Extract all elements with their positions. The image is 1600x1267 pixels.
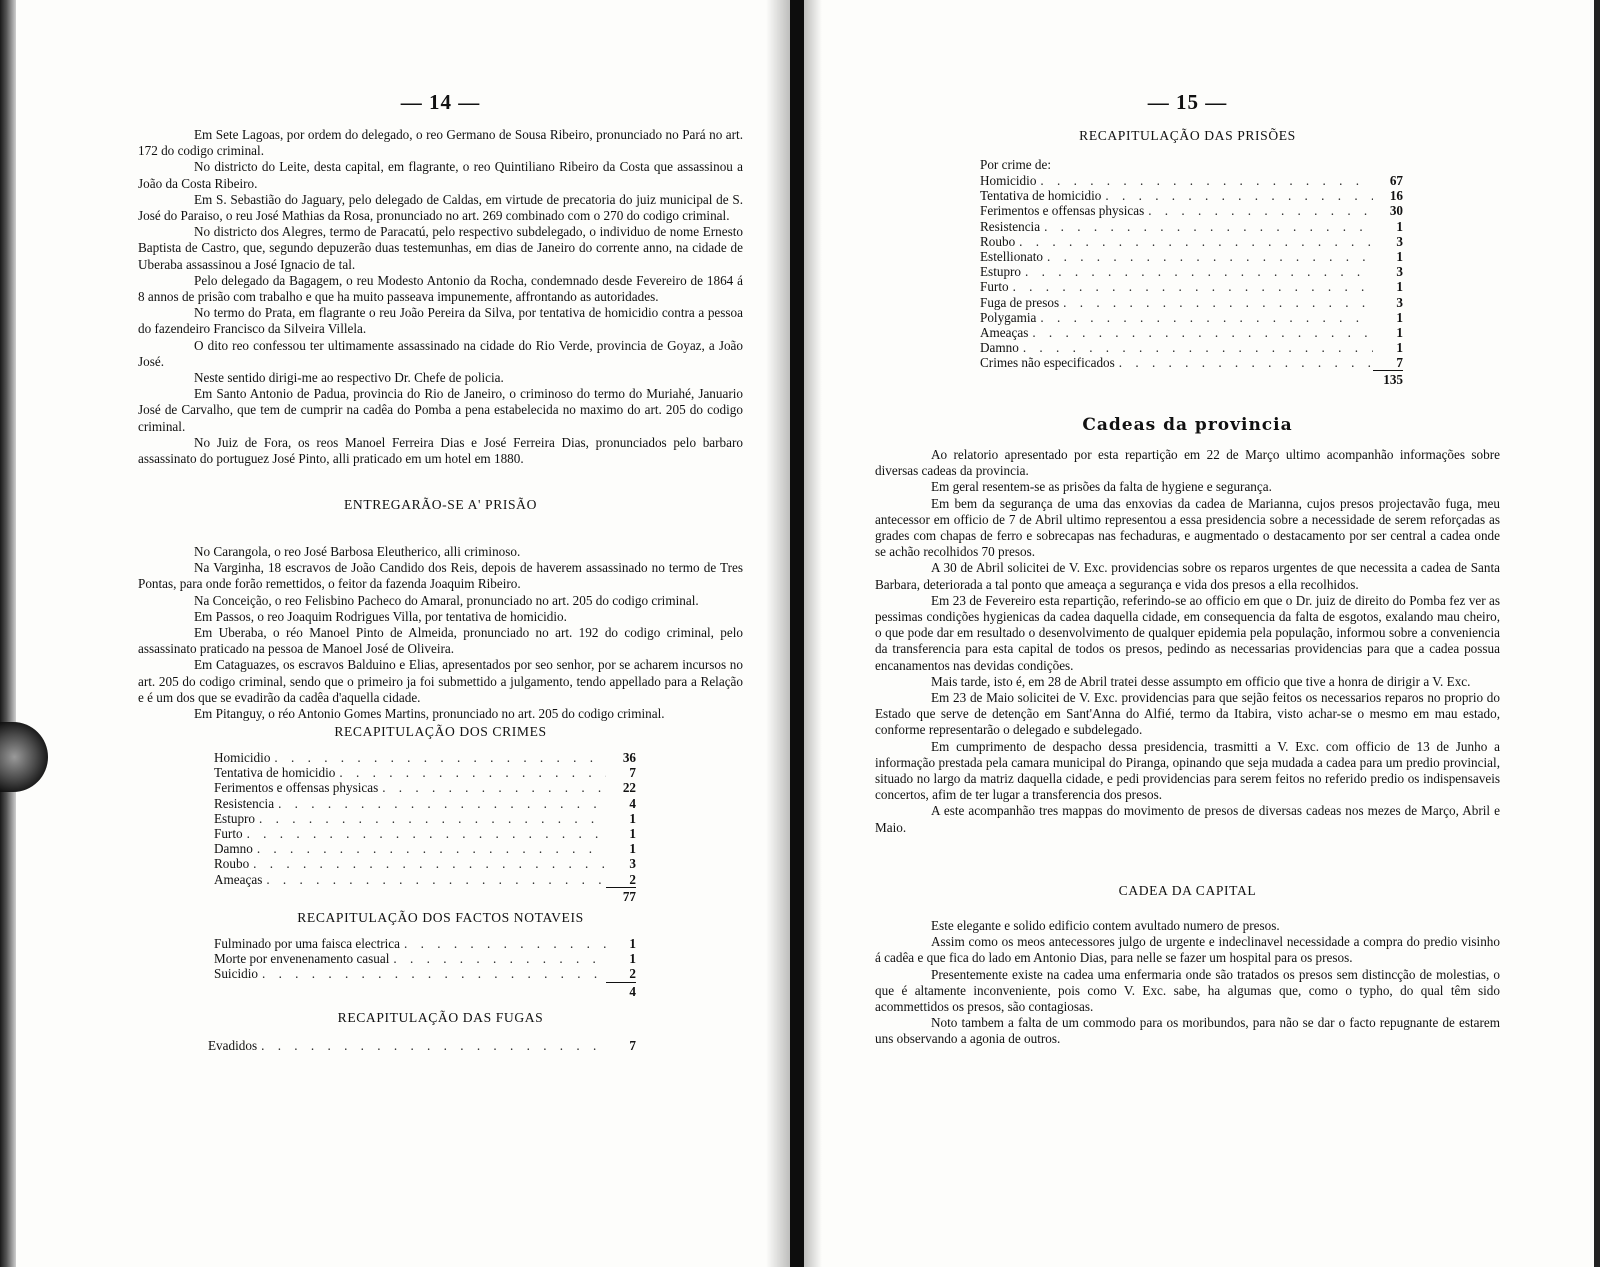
- row-value: 1: [629, 951, 636, 967]
- table-row: [980, 264, 1403, 279]
- section-heading-crimes: RECAPITULAÇÃO DOS CRIMES: [334, 724, 547, 739]
- row-label: Ferimentos e offensas physicas: [980, 203, 1145, 219]
- row-value: 3: [1396, 264, 1403, 280]
- row-label: Ameaças: [214, 871, 263, 887]
- dot-leader: [278, 796, 606, 811]
- row-value: 1: [1396, 279, 1403, 295]
- table-total-row: [214, 887, 636, 905]
- paragraph: Ao relatorio apresentado por esta repartição em 22 de Março ultimo acompanhão informações sobre diversas cadeas da provincia.: [875, 447, 1500, 479]
- row-label: Homicidio: [214, 750, 271, 765]
- row-label: Estupro: [980, 264, 1022, 280]
- paragraph: Neste sentido dirigi-me ao respectivo Dr. Chefe de policia.: [194, 370, 504, 386]
- paragraph: O dito reo confessou ter ultimamente assassinado na cidade do Rio Verde, provincia de Goyaz, a João José.: [138, 337, 743, 369]
- row-value: 7: [629, 765, 636, 781]
- table-row: [214, 750, 636, 765]
- table-row: [214, 826, 636, 841]
- row-label: Estellionato: [980, 248, 1043, 264]
- row-value: 1: [629, 841, 636, 857]
- table-row: [980, 355, 1403, 370]
- row-value: 3: [1396, 294, 1403, 310]
- section-heading-cadeas: Cadeas da provincia: [1082, 415, 1293, 435]
- row-value: 1: [1396, 218, 1403, 234]
- dot-leader: [274, 750, 606, 765]
- dot-leader: [261, 1038, 606, 1053]
- table-row: [214, 872, 636, 887]
- paragraph: Presentemente existe na cadea uma enfermaria onde são tratados os presos sem distincção de molestias, o que é altamente inconveniente, pois como V. Exc. sabe, ha algumas que, como o typho, do qual têm sido acommettidos os presos, são contagiosas.: [875, 966, 1500, 1015]
- dot-leader: [1105, 188, 1373, 203]
- paragraph: Em Sete Lagoas, por ordem do delegado, o reo Germano de Sousa Ribeiro, pronunciado no Pará no art. 172 do codigo criminal.: [138, 127, 743, 159]
- row-label: Furto: [980, 279, 1009, 295]
- row-label: Evadidos: [208, 1038, 258, 1053]
- row-value: 67: [1389, 173, 1403, 188]
- dot-leader: [1023, 340, 1373, 355]
- paragraph: Em 23 de Maio solicitei de V. Exc. providencias para que sejão feitos os necessarios reparos no proprio do Estado que serve de detenção em Sant'Anna do Alfié, termo da Itabira, visto achar-se o mesmo em mau estado, conforme representarão o delegado e subdelegado.: [875, 690, 1500, 738]
- table-row: [214, 951, 636, 966]
- table-row: [980, 310, 1403, 325]
- prisoes-table: [980, 157, 1403, 388]
- factos-table: [214, 936, 636, 1000]
- intro-section: [138, 127, 743, 467]
- dot-leader: [1032, 325, 1373, 340]
- row-value: 1: [629, 810, 636, 826]
- table-row: [980, 295, 1403, 310]
- table-row: [214, 966, 636, 981]
- row-value: 7: [1396, 355, 1403, 371]
- paragraph: Em S. Sebastião do Jaguary, pelo delegado de Caldas, em virtude de precatoria do juiz municipal de S. José do Paraiso, o reu José Mathias da Rosa, pronunciado no art. 269 combinado com o 270 do codigo criminal.: [138, 191, 743, 224]
- row-value: 36: [622, 750, 636, 765]
- row-label: Furto: [214, 825, 243, 841]
- page-number: — 15 —: [1147, 90, 1228, 114]
- dot-leader: [1040, 173, 1373, 188]
- table-row: [214, 936, 636, 951]
- table-row: [980, 279, 1403, 294]
- table-row: [214, 811, 636, 826]
- paragraph: No districto do Leite, desta capital, em flagrante, o reo Quintiliano Ribeiro da Costa que assassinou a João da Costa Ribeiro.: [138, 159, 743, 191]
- table-total-row: [214, 982, 636, 1000]
- paragraph: Mais tarde, isto é, em 28 de Abril tratei desse assumpto em officio que tive a honra de dirigir a V. Exc.: [931, 673, 1471, 689]
- row-label: Homicidio: [980, 173, 1037, 188]
- entregarao-section: [138, 544, 743, 722]
- table-row: [214, 796, 636, 811]
- paragraph: Noto tambem a falta de um commodo para os moribundos, para não se dar o facto repugnante de estarem uns observando a agonia de outros.: [875, 1015, 1500, 1047]
- row-value: 1: [1396, 324, 1403, 340]
- paragraph: Pelo delegado da Bagagem, o reu Modesto Antonio da Rocha, condemnado desde Fevereiro de 1864 á 8 annos de prisão com trabalho e que ha muito passeava impunemente, affrontando as autoridades.: [138, 272, 743, 305]
- dot-leader: [382, 780, 606, 795]
- row-label: Damno: [214, 841, 253, 857]
- crimes-table: [214, 750, 636, 905]
- table-row: [980, 249, 1403, 264]
- row-label: Roubo: [980, 233, 1016, 249]
- row-label: Ameaças: [980, 324, 1029, 340]
- paragraph: Assim como os meos antecessores julgo de urgente e indeclinavel necessidade a compra do predio visinho á cadêa e que fica do lado em Antonio Dias, para nelle se fazer um hospital para os presos.: [875, 934, 1500, 966]
- row-label: Suicidio: [214, 966, 258, 982]
- paragraph: No districto dos Alegres, termo de Paracatú, pelo respectivo subdelegado, o individuo de nome Ernesto Baptista de Castro, que, segundo depuzerão duas testemunhas, em dias de Janeiro do corrente anno, na cidade de Uberaba assassinou a José Ignacio de tal.: [138, 224, 743, 272]
- table-caption: Por crime de:: [980, 157, 1052, 172]
- left-edge-shadow: [0, 0, 16, 1267]
- row-label: Resistencia: [214, 795, 275, 811]
- dot-leader: [259, 811, 606, 826]
- row-value: 1: [629, 936, 636, 951]
- table-row: [980, 203, 1403, 218]
- paragraph: Em geral resentem-se as prisões da falta de hygiene e segurança.: [931, 479, 1272, 495]
- paragraph: Este elegante e solido edificio contem avultado numero de presos.: [931, 918, 1280, 933]
- dot-leader: [1025, 264, 1373, 279]
- section-heading-entregarao: ENTREGARÃO-SE A' PRISÃO: [344, 497, 537, 512]
- paragraph: Em cumprimento de despacho dessa presidencia, trasmitti a V. Exc. com officio de 13 de Junho a informação prestada pela camara municipal do Piranga, opinando que seja mudada a cadea para um predio provincial, situado no largo da matriz daquella cidade, e pedi providencias para serem feitos no referido predio os indispensaveis concertos, afim de ter lugar a transferencia dos presos.: [875, 738, 1500, 803]
- paragraph: Em Santo Antonio de Padua, provincia do Rio de Janeiro, o criminoso do termo do Muriahé, Januario José de Carvalho, que tem de cumprir na cadêa do Pomba a pena estabelecida no maximo do art. 205 do codigo criminal.: [138, 386, 743, 434]
- dot-leader: [393, 951, 606, 966]
- table-row: [980, 234, 1403, 249]
- paragraph: A 30 de Abril solicitei de V. Exc. providencias sobre os reparos urgentes de que necessita a cadea de Santa Barbara, deteriorada a tal ponto que ameaça a segurança e vida dos presos a ella recolhidos.: [875, 560, 1500, 592]
- table-total: 77: [606, 887, 636, 905]
- row-label: Polygamia: [980, 309, 1037, 325]
- row-value: 1: [629, 825, 636, 841]
- page-number: — 14 —: [400, 90, 481, 114]
- row-value: 2: [629, 966, 636, 982]
- table-row: [214, 765, 636, 780]
- paragraph: No Juiz de Fora, os reos Manoel Ferreira Dias e José Ferreira Dias, pronunciados pelo barbaro assassinato do portuguez José Pinto, alli praticado em um hotel em 1880.: [138, 434, 743, 467]
- row-label: Tentativa de homicidio: [214, 765, 336, 781]
- table-row: [980, 219, 1403, 234]
- row-label: Fuga de presos: [980, 294, 1060, 310]
- left-page: [138, 0, 743, 1267]
- table-row: [980, 188, 1403, 203]
- dot-leader: [262, 966, 606, 981]
- row-value: 4: [629, 795, 636, 811]
- row-label: Fulminado por uma faisca electrica: [214, 936, 401, 951]
- right-page: [875, 0, 1500, 1267]
- row-label: Crimes não especificados: [980, 355, 1115, 371]
- table-row: [980, 173, 1403, 188]
- paragraph: No Carangola, o reo José Barbosa Eleutherico, alli criminoso.: [194, 544, 521, 559]
- section-heading-capital: CADEA DA CAPITAL: [1118, 883, 1257, 898]
- table-total: 4: [606, 982, 636, 1000]
- table-row: [214, 856, 636, 871]
- dot-leader: [404, 936, 606, 951]
- dot-leader: [247, 826, 606, 841]
- section-heading-fugas: RECAPITULAÇÃO DAS FUGAS: [337, 1010, 544, 1025]
- dot-leader: [253, 856, 606, 871]
- paragraph: Na Conceição, o reo Felisbino Pacheco do Amaral, pronunciado no art. 205 do codigo criminal.: [194, 592, 699, 608]
- table-total: 135: [1373, 370, 1403, 388]
- gutter-shadow-right: [804, 0, 822, 1267]
- paragraph: Em bem da segurança de uma das enxovias da cadea de Marianna, cujos presos projectavão fuga, meu antecessor em officio de 7 de Abril ultimo representou a essa presidencia sobre a necessidade de serem reforçadas as grades com chapas de ferro e sobrecapas nas fechaduras, e augmentado o destacamento por ser central a cadea onde se achão recolhidos 70 presos.: [875, 495, 1500, 560]
- row-label: Ferimentos e offensas physicas: [214, 780, 379, 796]
- table-row: [214, 780, 636, 795]
- dot-leader: [1047, 249, 1373, 264]
- row-value: 7: [629, 1038, 636, 1053]
- paragraph: Na Varginha, 18 escravos de João Candido dos Reis, depois de haverem assassinado no termo de Tres Pontas, para onde forão remettidos, o feitor da fazenda Joaquim Ribeiro.: [138, 560, 743, 592]
- row-value: 22: [622, 780, 636, 796]
- paragraph: Em 23 de Fevereiro esta repartição, referindo-se ao officio em que o Dr. juiz de direito do Pomba fez ver as pessimas condições hygienicas da cadea daquella cidade, em consequencia da falta de esgotos, exalando mau cheiro, o que pode dar em resultado o desenvolvimento de qualquer epidemia pela população, informou sobre a conveniencia da transferencia para esta capital de todos os presos, pedindo as necessarias providencias para que a cadea possua encanamentos nas devidas condições.: [875, 592, 1500, 673]
- row-label: Tentativa de homicidio: [980, 188, 1102, 204]
- row-value: 30: [1389, 203, 1403, 219]
- paragraph: A este acompanhão tres mappas do movimento de presos de diversas cadeas nos mezes de Março, Abril e Maio.: [875, 803, 1500, 835]
- right-edge-shadow: [1594, 0, 1600, 1267]
- section-heading-prisoes: RECAPITULAÇÃO DAS PRISÕES: [1079, 128, 1296, 143]
- page-tab: [0, 722, 48, 792]
- gutter-shadow-left: [766, 0, 790, 1267]
- paragraph: Em Cataguazes, os escravos Balduino e Elias, apresentados por seo senhor, por se acharem incursos no art. 205 do codigo criminal, sendo que o primeiro ja foi submettido a julgamento, tendo appellado para a Relação e é um dos que se evadirão da cadêa d'aquella cidade.: [138, 657, 743, 705]
- dot-leader: [339, 765, 606, 780]
- dot-leader: [1019, 234, 1373, 249]
- dot-leader: [257, 841, 606, 856]
- dot-leader: [1063, 295, 1373, 310]
- row-label: Resistencia: [980, 218, 1041, 234]
- capital-section: [875, 918, 1500, 1048]
- table-row: [208, 1038, 636, 1053]
- row-value: 1: [1396, 248, 1403, 264]
- cadeas-section: [875, 447, 1500, 836]
- paragraph: No termo do Prata, em flagrante o reu João Pereira da Silva, por tentativa de homicidio contra a pessoa do fazendeiro Francisco da Silveira Villela.: [138, 305, 743, 337]
- row-label: Roubo: [214, 856, 250, 872]
- dot-leader: [266, 872, 606, 887]
- row-label: Morte por envenenamento casual: [214, 951, 390, 967]
- dot-leader: [1148, 203, 1373, 218]
- table-row: [214, 841, 636, 856]
- fugas-table: [208, 1038, 636, 1053]
- table-row: [980, 340, 1403, 355]
- table-total-row: [980, 370, 1403, 388]
- paragraph: Em Uberaba, o réo Manoel Pinto de Almeida, pronunciado no art. 192 do codigo criminal, pelo assassinato praticado na pessoa de Manoel José de Oliveira.: [138, 625, 743, 657]
- table-row: [980, 325, 1403, 340]
- dot-leader: [1013, 279, 1373, 294]
- book-gutter: [790, 0, 804, 1267]
- paragraph: Em Passos, o reo Joaquim Rodrigues Villa, por tentativa de homicidio.: [194, 608, 567, 624]
- row-value: 3: [1396, 233, 1403, 249]
- dot-leader: [1040, 310, 1373, 325]
- row-value: 2: [629, 871, 636, 887]
- row-value: 3: [629, 856, 636, 872]
- row-value: 16: [1389, 188, 1403, 204]
- row-label: Estupro: [214, 810, 256, 826]
- row-label: Damno: [980, 340, 1019, 356]
- row-value: 1: [1396, 309, 1403, 325]
- row-value: 1: [1396, 340, 1403, 356]
- paragraph: Em Pitanguy, o réo Antonio Gomes Martins, pronunciado no art. 205 do codigo criminal.: [194, 706, 665, 722]
- section-heading-factos: RECAPITULAÇÃO DOS FACTOS NOTAVEIS: [297, 910, 584, 925]
- dot-leader: [1044, 219, 1373, 234]
- dot-leader: [1119, 355, 1373, 370]
